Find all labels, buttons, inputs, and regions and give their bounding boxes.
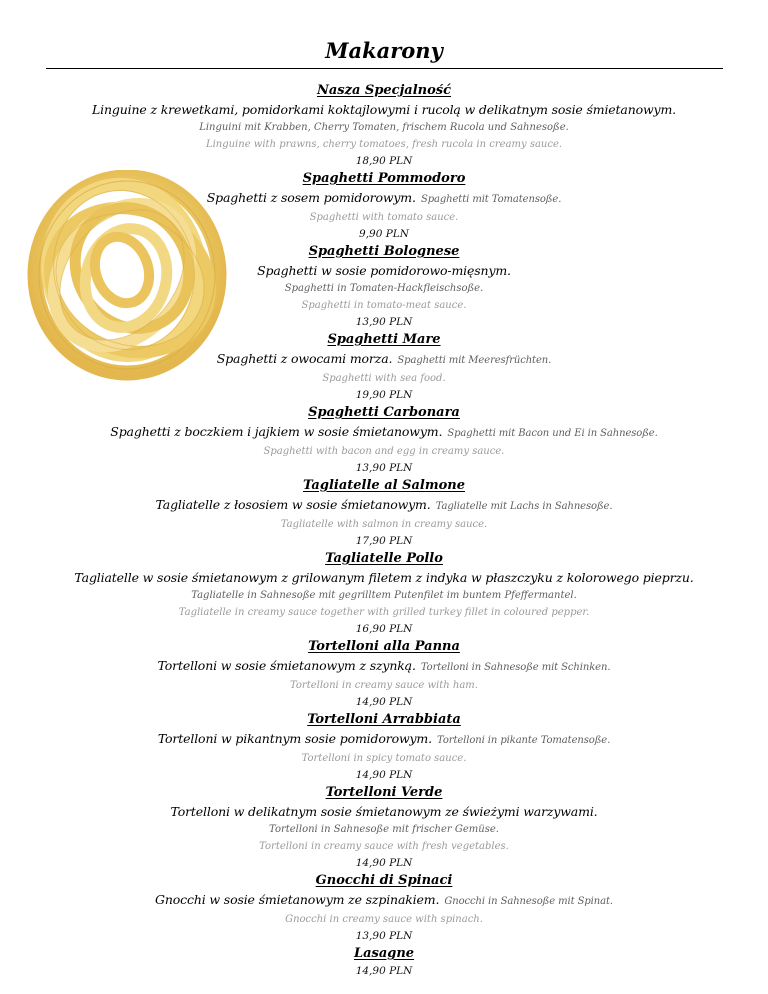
menu-item [0, 403, 768, 476]
dish-description-polish: Gnocchi w sosie śmietanowym ze szpinakiem. [155, 892, 440, 907]
dish-description-row [0, 890, 768, 911]
menu-item [0, 549, 768, 637]
menu-item [0, 476, 768, 549]
menu-item [0, 944, 768, 979]
dish-name: Spaghetti Pommodoro [302, 171, 466, 186]
menu-item [0, 169, 768, 242]
dish-description-english: Tortelloni in creamy sauce with fresh vegetables. [259, 841, 509, 852]
dish-price: 19,90 PLN [355, 389, 413, 401]
dish-description-english: Tortelloni in spicy tomato sauce. [301, 753, 467, 764]
dish-description-row [0, 100, 768, 119]
page-title: Makarony [325, 38, 443, 63]
menu-item [0, 242, 768, 330]
dish-description-english: Spaghetti with bacon and egg in creamy sauce. [263, 446, 505, 457]
dish-description-german: Tortelloni in Sahnesoße mit frischer Gemüse. [269, 824, 499, 835]
dish-description-english: Gnocchi in creamy sauce with spinach. [285, 914, 483, 925]
dish-name: Tagliatelle al Salmone [303, 478, 465, 493]
dish-price: 17,90 PLN [355, 535, 413, 547]
dish-description-polish: Tortelloni w pikantnym sosie pomidorowym. [157, 731, 432, 746]
menu-item [0, 330, 768, 403]
dish-name: Gnocchi di Spinaci [315, 873, 453, 888]
dish-description-row [0, 729, 768, 750]
dish-description-german: Tagliatelle mit Lachs in Sahnesoße. [435, 501, 613, 512]
dish-description-german: Tortelloni in Sahnesoße mit Schinken. [420, 662, 611, 673]
dish-description-row [0, 188, 768, 209]
dish-description-german: Tagliatelle in Sahnesoße mit gegrilltem Putenfilet im buntem Pfeffermantel. [191, 590, 577, 601]
dish-description-polish: Linguine z krewetkami, pomidorkami koktajlowymi i rucolą w delikatnym sosie śmietanowym. [92, 102, 676, 117]
dish-name: Tagliatelle Pollo [325, 551, 443, 566]
dish-name: Tortelloni Arrabbiata [307, 712, 461, 727]
dish-description-german: Gnocchi in Sahnesoße mit Spinat. [444, 896, 613, 907]
dish-price: 14,90 PLN [355, 696, 413, 708]
dish-description-english: Spaghetti with tomato sauce. [309, 212, 459, 223]
dish-price: 16,90 PLN [355, 623, 413, 635]
dish-name: Spaghetti Bolognese [308, 244, 460, 259]
menu-item [0, 871, 768, 944]
dish-description-polish: Tagliatelle w sosie śmietanowym z grilowanym filetem z indyka w płaszczyku z kolorowego pieprzu. [74, 570, 694, 585]
dish-description-row [0, 802, 768, 821]
menu-item [0, 637, 768, 710]
dish-name: Tortelloni Verde [325, 785, 443, 800]
dish-price: 14,90 PLN [355, 965, 413, 977]
dish-price: 14,90 PLN [355, 769, 413, 781]
dish-name: Spaghetti Mare [327, 332, 441, 347]
dish-price: 13,90 PLN [355, 316, 413, 328]
menu-item [0, 783, 768, 871]
dish-price: 18,90 PLN [355, 155, 413, 167]
dish-description-polish: Tortelloni w delikatnym sosie śmietanowym ze świeżymi warzywami. [170, 804, 598, 819]
title-divider [46, 68, 723, 69]
dish-description-english: Spaghetti with sea food. [322, 373, 446, 384]
dish-description-row [0, 349, 768, 370]
dish-description-english: Tortelloni in creamy sauce with ham. [290, 680, 478, 691]
dish-description-english: Tagliatelle in creamy sauce together with grilled turkey fillet in coloured pepper. [178, 607, 590, 618]
dish-description-polish: Tortelloni w sosie śmietanowym z szynką. [157, 658, 416, 673]
dish-name: Tortelloni alla Panna [308, 639, 460, 654]
dish-price: 14,90 PLN [355, 857, 413, 869]
dish-description-german: Linguini mit Krabben, Cherry Tomaten, frischem Rucola und Sahnesoße. [199, 122, 569, 133]
dish-description-row [0, 422, 768, 443]
dish-name: Spaghetti Carbonara [308, 405, 460, 420]
dish-description-polish: Spaghetti w sosie pomidorowo-mięsnym. [257, 263, 511, 278]
dish-price: 9,90 PLN [359, 228, 409, 240]
dish-name: Lasagne [353, 946, 415, 961]
menu-item [0, 81, 768, 169]
dish-price: 13,90 PLN [355, 462, 413, 474]
dish-description-german: Spaghetti mit Meeresfrüchten. [397, 355, 552, 366]
dish-description-english: Tagliatelle with salmon in creamy sauce. [280, 519, 488, 530]
dish-description-german: Tortelloni in pikante Tomatensoße. [437, 735, 611, 746]
dish-description-german: Spaghetti mit Bacon und Ei in Sahnesoße. [447, 428, 658, 439]
dish-description-german: Spaghetti in Tomaten-Hackfleischsoße. [284, 283, 484, 294]
dish-description-row [0, 261, 768, 280]
dish-description-polish: Tagliatelle z łososiem w sosie śmietanowym. [155, 497, 431, 512]
dish-description-polish: Spaghetti z boczkiem i jajkiem w sosie śmietanowym. [110, 424, 443, 439]
dish-description-english: Spaghetti in tomato-meat sauce. [301, 300, 467, 311]
dish-description-english: Linguine with prawns, cherry tomatoes, fresh rucola in creamy sauce. [205, 139, 563, 150]
menu-item [0, 710, 768, 783]
pasta-menu [0, 81, 768, 979]
dish-description-polish: Spaghetti z sosem pomidorowym. [206, 190, 416, 205]
dish-name: Nasza Specjalność [316, 83, 452, 98]
dish-description-polish: Spaghetti z owocami morza. [216, 351, 393, 366]
dish-description-german: Spaghetti mit Tomatensoße. [420, 194, 562, 205]
dish-description-row [0, 568, 768, 587]
dish-price: 13,90 PLN [355, 930, 413, 942]
dish-description-row [0, 495, 768, 516]
dish-description-row [0, 656, 768, 677]
